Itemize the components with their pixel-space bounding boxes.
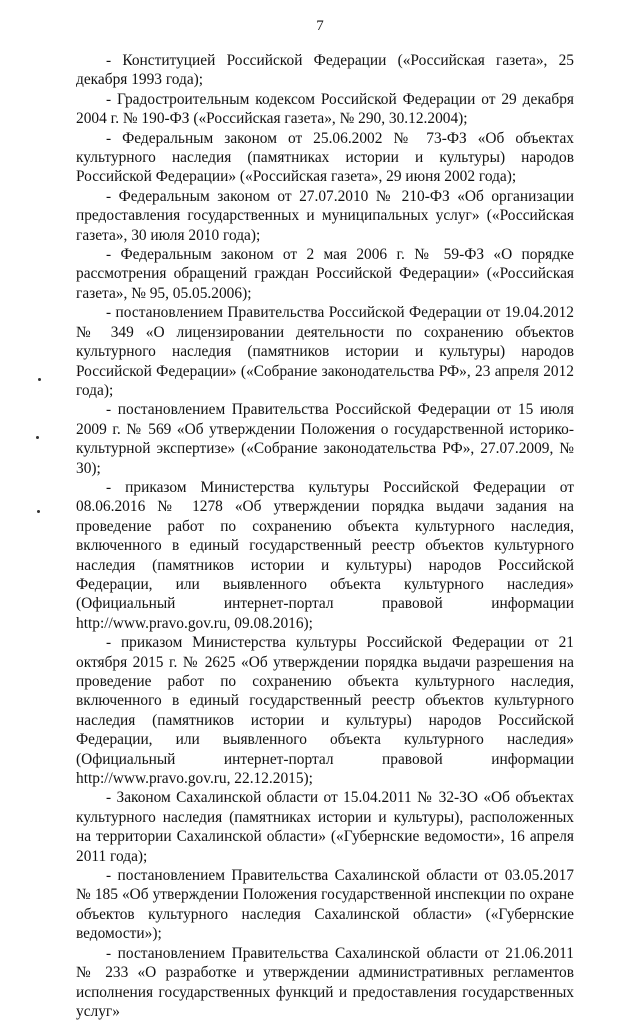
list-item: - постановлением Правительства Сахалинской области от 21.06.2011 № 233 «О разработке и утверждении административных регламентов исполнения государственных функций и предоставления государственных услуг» xyxy=(76,944,574,1020)
list-item: - постановлением Правительства Российской Федерации от 15 июля 2009 г. № 569 «Об утверждении Положения о государственной историко-культурной экспертизе» («Собрание законодательства РФ», 27.07.2009, № 30); xyxy=(76,401,574,477)
list-item: - Федеральным законом от 2 мая 2006 г. № 59-ФЗ «О порядке рассмотрения обращений граждан Российской Федерации» («Российская газета», № 95, 05.05.2006); xyxy=(76,246,574,302)
list-item: - Федеральным законом от 25.06.2002 № 73-ФЗ «Об объектах культурного наследия (памятниках истории и культуры) народов Российской Федерации» («Российская газета», 29 июня 2002 года); xyxy=(76,129,574,186)
page-number: 7 xyxy=(316,18,324,34)
list-item: - Законом Сахалинской области от 15.04.2011 № 32-ЗО «Об объектах культурного наследия (памятниках истории и культуры), расположенных на территории Сахалинской области» («Губернские ведомости», 16 апреля 2011 года); xyxy=(76,789,574,865)
scan-speck xyxy=(36,436,39,439)
list-item: - приказом Министерства культуры Российской Федерации от 21 октября 2015 г. № 2625 «Об утверждении порядка выдачи разрешения на проведение работ по сохранению объекта культурного наследия, включенного в единый государственный реестр объектов культурного наследия (памятников истории и культуры) народов Российской Федерации, или выявленного объекта культурного наследия» (Официальный интернет-портал правовой информации http://www.pravo.gov.ru, 22.12.2015); xyxy=(76,634,574,788)
list-item: - Градостроительным кодексом Российской Федерации от 29 декабря 2004 г. № 190-ФЗ («Российская газета», № 290, 30.12.2004); xyxy=(76,90,574,128)
list-item: - Федеральным законом от 27.07.2010 № 210-ФЗ «Об организации предоставления государственных и муниципальных услуг» («Российская газета», 30 июля 2010 года); xyxy=(76,187,574,244)
list-item: - постановлением Правительства Сахалинской области от 03.05.2017 № 185 «Об утверждении Положения государственной инспекции по охране объектов культурного наследия Сахалинской области» («Губернские ведомости»); xyxy=(76,867,574,943)
legal-basis-list xyxy=(76,51,574,1021)
scan-speck xyxy=(37,510,40,513)
list-item: - Конституцией Российской Федерации («Российская газета», 25 декабря 1993 года); xyxy=(76,52,574,89)
scan-speck xyxy=(38,378,41,381)
list-item: - приказом Министерства культуры Российской Федерации от 08.06.2016 № 1278 «Об утверждении порядка выдачи задания на проведение работ по сохранению объекта культурного наследия, включенного в единый государственный реестр объектов культурного наследия (памятников истории и культуры) народов Российской Федерации, или выявленного объекта культурного наследия» (Официальный интернет-портал правовой информации http://www.pravo.gov.ru, 09.08.2016); xyxy=(76,478,574,632)
list-item: - постановлением Правительства Российской Федерации от 19.04.2012 № 349 «О лицензировании деятельности по сохранению объектов культурного наследия (памятников истории и культуры) народов Российской Федерации» («Собрание законодательства РФ», 23 апреля 2012 года); xyxy=(76,304,574,399)
